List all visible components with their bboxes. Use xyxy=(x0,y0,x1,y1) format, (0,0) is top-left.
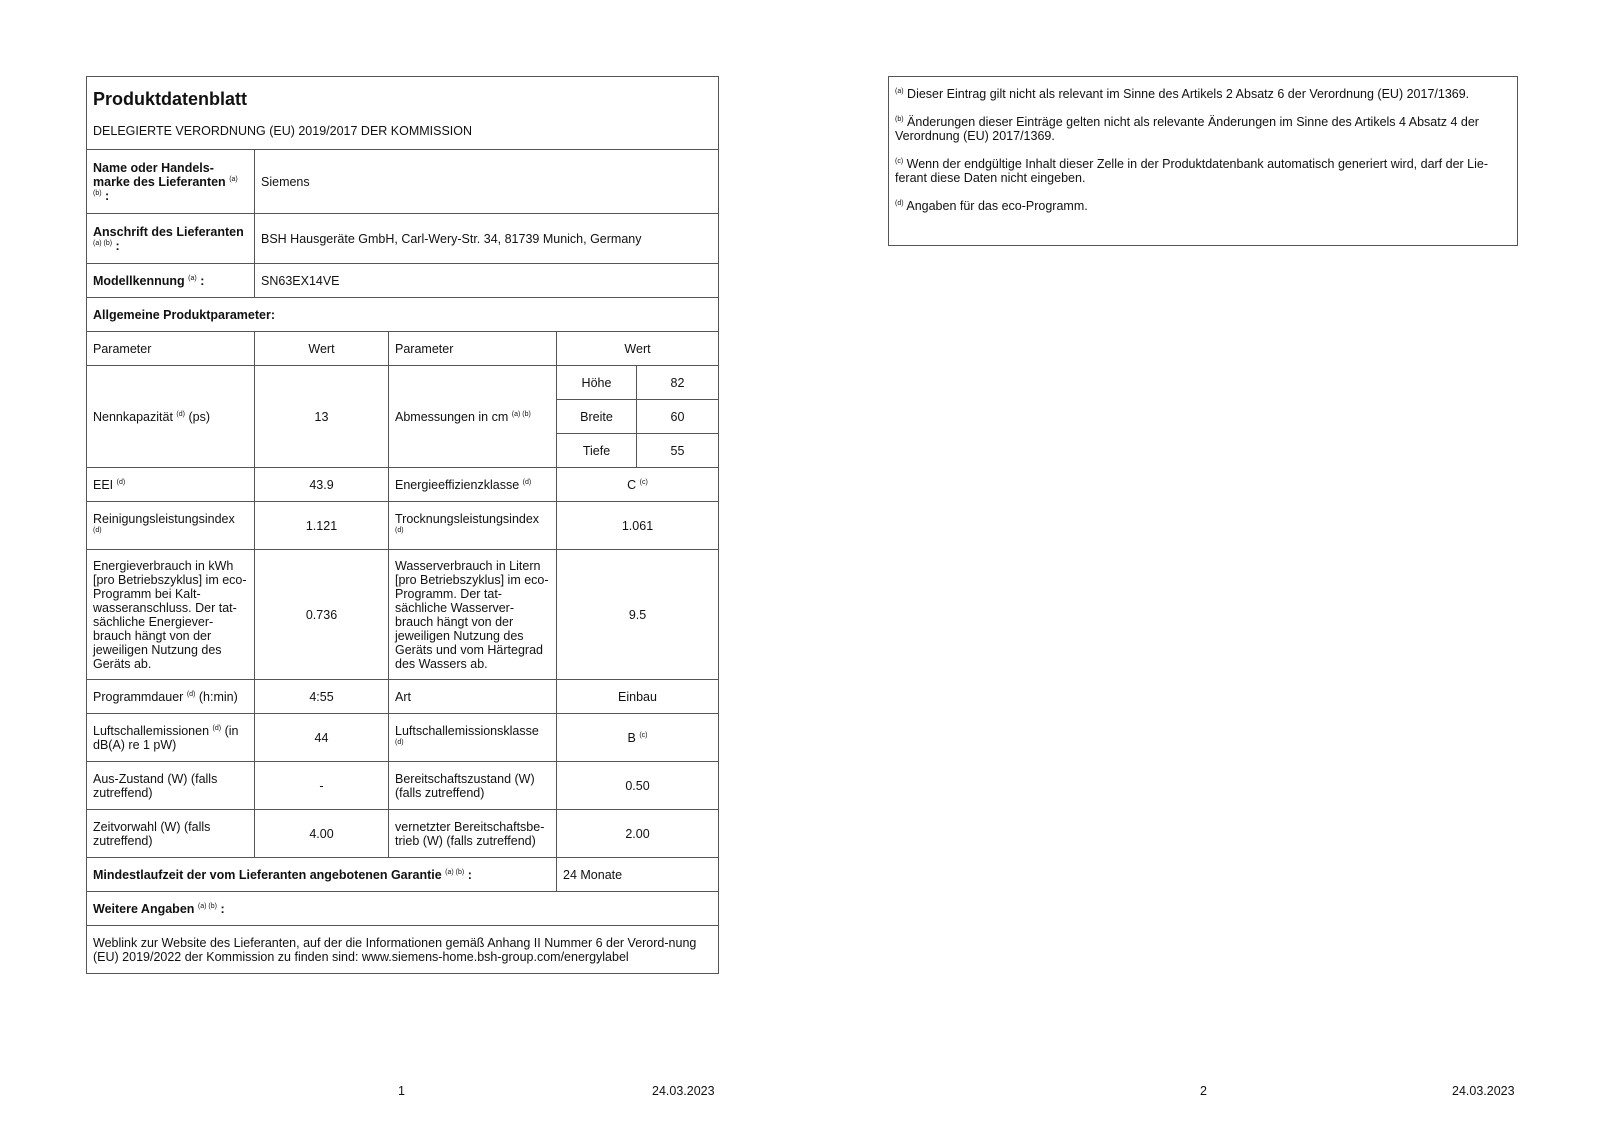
height-value: 82 xyxy=(637,366,719,400)
col-parameter-right: Parameter xyxy=(389,332,557,366)
width-label: Breite xyxy=(557,400,637,434)
nominal-capacity-label: Nennkapazität $^{(d)}$ (ps) xyxy=(87,366,255,468)
warranty-value: 24 Monate xyxy=(557,858,719,892)
energy-class-value: C $^{(c)}$ xyxy=(557,468,719,502)
type-label: Art xyxy=(389,680,557,714)
program-duration-value: 4:55 xyxy=(255,680,389,714)
further-info-label: Weitere Angaben $^{(a) (b)}$ : xyxy=(87,892,719,926)
page-number-2: 2 xyxy=(1200,1084,1207,1098)
noise-class-value: B $^{(c)}$ xyxy=(557,714,719,762)
table-row xyxy=(87,714,719,762)
eei-label: EEI $^{(d)}$ xyxy=(87,468,255,502)
col-value-right: Wert xyxy=(557,332,719,366)
col-parameter-left: Parameter xyxy=(87,332,255,366)
warranty-row xyxy=(87,858,719,892)
footnote-d: $^{(d)}$ Angaben für das eco-Programm. xyxy=(895,199,1088,213)
height-label: Höhe xyxy=(557,366,637,400)
water-consumption-value: 9.5 xyxy=(557,550,719,680)
sheet-title: Produktdatenblatt xyxy=(93,89,248,109)
delay-start-label: Zeitvorwahl (W) (falls zutreffend) xyxy=(87,810,255,858)
depth-value: 55 xyxy=(637,434,719,468)
further-info-row xyxy=(87,892,719,926)
energy-consumption-value: 0.736 xyxy=(255,550,389,680)
standby-label: Bereitschaftszustand (W) (falls zutreffend) xyxy=(389,762,557,810)
type-value: Einbau xyxy=(557,680,719,714)
supplier-name-value: Siemens xyxy=(255,150,719,214)
further-info-text-row xyxy=(87,926,719,974)
page-number-1: 1 xyxy=(398,1084,405,1098)
table-row xyxy=(87,680,719,714)
depth-label: Tiefe xyxy=(557,434,637,468)
networked-standby-label: vernetzter Bereitschaftsbe-trieb (W) (falls zutreffend) xyxy=(389,810,557,858)
drying-index-label: Trocknungsleistungsindex $^{(d)}$ xyxy=(389,502,557,550)
further-info-text: Weblink zur Website des Lieferanten, auf der die Informationen gemäß Anhang II Nummer 6 der Verord-nung (EU) 2019/2022 der Kommission zu finden sind: www.siemens-home.bsh-group.com/energylabel xyxy=(87,926,719,974)
regulation-subtitle: DELEGIERTE VERORDNUNG (EU) 2019/2017 DER KOMMISSION xyxy=(93,124,473,138)
footnotes-box xyxy=(888,76,1518,246)
drying-index-value: 1.061 xyxy=(557,502,719,550)
program-duration-label: Programmdauer $^{(d)}$ (h:min) xyxy=(87,680,255,714)
supplier-address-row xyxy=(87,214,719,264)
off-mode-label: Aus-Zustand (W) (falls zutreffend) xyxy=(87,762,255,810)
model-row xyxy=(87,264,719,298)
supplier-name-label: Name oder Handels-marke des Lieferanten $^{(a) (b)}$ : xyxy=(87,150,255,214)
footnote-a: $^{(a)}$ Dieser Eintrag gilt nicht als relevant im Sinne des Artikels 2 Absatz 6 der Verordnung (EU) 2017/1369. xyxy=(895,87,1470,101)
nominal-capacity-value: 13 xyxy=(255,366,389,468)
off-mode-value: - xyxy=(255,762,389,810)
energy-class-label: Energieeffizienzklasse $^{(d)}$ xyxy=(389,468,557,502)
table-row xyxy=(87,366,719,400)
model-label: Modellkennung $^{(a)}$ : xyxy=(87,264,255,298)
water-consumption-label: Wasserverbrauch in Litern [pro Betriebszyklus] im eco-Programm. Der tat-sächliche Wasserver-brauch hängt von der jeweiligen Nutzung des Geräts und vom Härtegrad des Wassers ab. xyxy=(389,550,557,680)
warranty-label: Mindestlaufzeit der vom Lieferanten angebotenen Garantie $^{(a) (b)}$ : xyxy=(87,858,557,892)
column-header-row xyxy=(87,332,719,366)
supplier-name-row xyxy=(87,150,719,214)
table-row xyxy=(87,810,719,858)
sheet-header-row xyxy=(87,77,719,150)
noise-label: Luftschallemissionen $^{(d)}$ (in dB(A) re 1 pW) xyxy=(87,714,255,762)
eei-value: 43.9 xyxy=(255,468,389,502)
networked-standby-value: 2.00 xyxy=(557,810,719,858)
noise-class-label: Luftschallemissionsklasse $^{(d)}$ xyxy=(389,714,557,762)
table-row xyxy=(87,762,719,810)
table-row xyxy=(87,550,719,680)
width-value: 60 xyxy=(637,400,719,434)
footnote-c: $^{(c)}$ Wenn der endgültige Inhalt dieser Zelle in der Produktdatenbank automatisch generiert wird, darf der Lie-ferant diese Daten nicht eingeben. xyxy=(895,157,1489,185)
noise-value: 44 xyxy=(255,714,389,762)
general-params-row xyxy=(87,298,719,332)
supplier-address-label: Anschrift des Lieferanten $^{(a) (b)}$ : xyxy=(87,214,255,264)
footnote-b: $^{(b)}$ Änderungen dieser Einträge gelten nicht als relevante Änderungen im Sinne des Artikels 4 Absatz 4 der Verordnung (EU) 2017/1369. xyxy=(895,115,1479,143)
cleaning-index-value: 1.121 xyxy=(255,502,389,550)
page-date-2: 24.03.2023 xyxy=(1452,1084,1515,1098)
dimensions-label: Abmessungen in cm $^{(a) (b)}$ xyxy=(389,366,557,468)
cleaning-index-label: Reinigungsleistungsindex $^{(d)}$ xyxy=(87,502,255,550)
supplier-address-value: BSH Hausgeräte GmbH, Carl-Wery-Str. 34, 81739 Munich, Germany xyxy=(255,214,719,264)
standby-value: 0.50 xyxy=(557,762,719,810)
table-row xyxy=(87,502,719,550)
general-params-label: Allgemeine Produktparameter: xyxy=(87,298,719,332)
sheet-header xyxy=(87,77,719,150)
col-value-left: Wert xyxy=(255,332,389,366)
table-row xyxy=(87,468,719,502)
model-value: SN63EX14VE xyxy=(255,264,719,298)
energy-consumption-label: Energieverbrauch in kWh [pro Betriebszyklus] im eco-Programm bei Kalt-wasseranschluss. Der tat-sächliche Energiever-brauch hängt von der jeweiligen Nutzung des Geräts ab. xyxy=(87,550,255,680)
product-data-sheet-table xyxy=(86,76,719,974)
delay-start-value: 4.00 xyxy=(255,810,389,858)
page-date-1: 24.03.2023 xyxy=(652,1084,715,1098)
